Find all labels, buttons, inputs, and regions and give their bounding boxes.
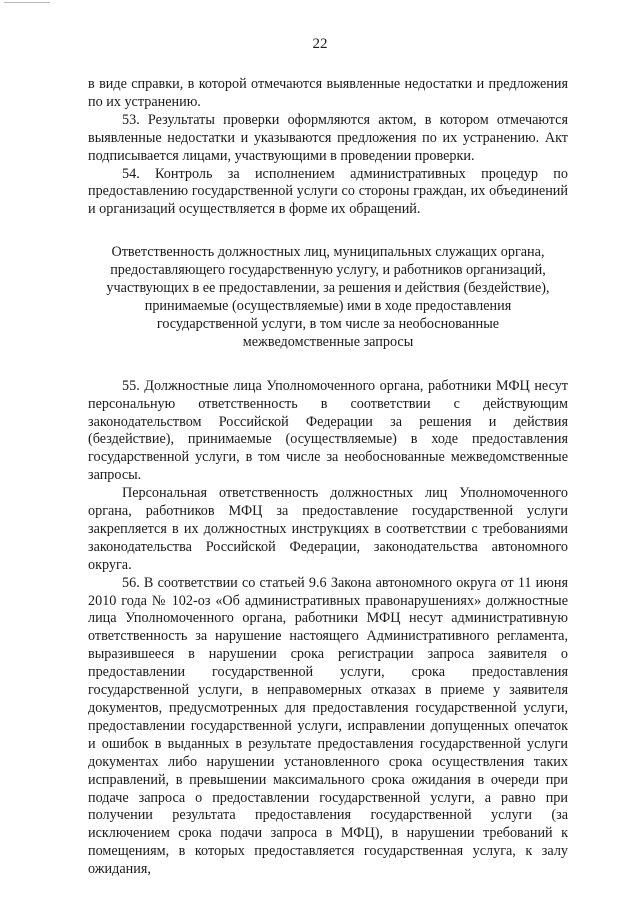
paragraph-54: 54. Контроль за исполнением административных процедур по предоставлению государственной услуги со стороны граждан, их объединений и организаций осуществляется в форме их обращений. <box>88 165 568 218</box>
section-heading <box>88 244 568 351</box>
section-heading-line: межведомственные запросы <box>242 333 414 350</box>
paragraph-55: 55. Должностные лица Уполномоченного органа, работники МФЦ несут персональную ответственность в соответствии с действующим законодательством Российской Федерации за решения и действия (бездействие), принимаемые (осуществляемые) в ходе предоставления государственной услуги, в том числе за необоснованные межведомственные запросы. <box>88 377 568 484</box>
paragraph-56: 56. В соответствии со статьей 9.6 Закона автономного округа от 11 июня 2010 года № 102-оз «Об административных правонарушениях» должностные лица Уполномоченного органа, работники МФЦ несут административную ответственность за нарушение настоящего Административного регламента, выразившееся в нарушении срока регистрации запроса заявителя о предоставлении государственной услуги, срока предоставления государственной услуги, в неправомерных отказах в приеме у заявителя документов, предусмотренных для предоставления государственной услуги, предоставлении государственной услуги, исправлении допущенных опечаток и ошибок в выданных в результате предоставления государственной услуги документах либо нарушении установленного срока осуществления таких исправлений, в превышении максимального срока ожидания в очереди при подаче запроса о предоставлении государственной услуги, а равно при получении результата предоставления государственной услуги (за исключением срока подачи запроса в МФЦ), в нарушении требований к помещениям, в которых предоставляется государственная услуга, к залу ожидания, <box>88 574 568 878</box>
paragraph-continuation: в виде справки, в которой отмечаются выявленные недостатки и предложения по их устранению. <box>88 76 568 110</box>
paragraph-53: 53. Результаты проверки оформляются актом, в котором отмечаются выявленные недостатки и указываются предложения по их устранению. Акт подписывается лицами, участвующими в проведении проверки. <box>88 111 568 164</box>
document-body <box>88 76 568 879</box>
section-heading-line: предоставляющего государственную услугу, и работников организаций, <box>110 262 546 279</box>
section-heading-line: государственной услуги, в том числе за необоснованные <box>156 315 500 332</box>
section-heading-line: принимаемые (осуществляемые) ими в ходе предоставления <box>144 297 512 314</box>
section-heading-line: Ответственность должностных лиц, муниципальных служащих органа, <box>111 244 545 261</box>
section-heading-line: участвующих в ее предоставлении, за решения и действия (бездействие), <box>106 280 550 297</box>
paragraph-personal-responsibility: Персональная ответственность должностных лиц Уполномоченного органа, работников МФЦ за предоставление государственной услуги закрепляется в их должностных инструкциях в соответствии с требованиями законодательства Российской Федерации, законодательства автономного округа. <box>88 485 568 573</box>
page-number: 22 <box>312 36 328 52</box>
scan-corner-mark <box>4 2 50 3</box>
